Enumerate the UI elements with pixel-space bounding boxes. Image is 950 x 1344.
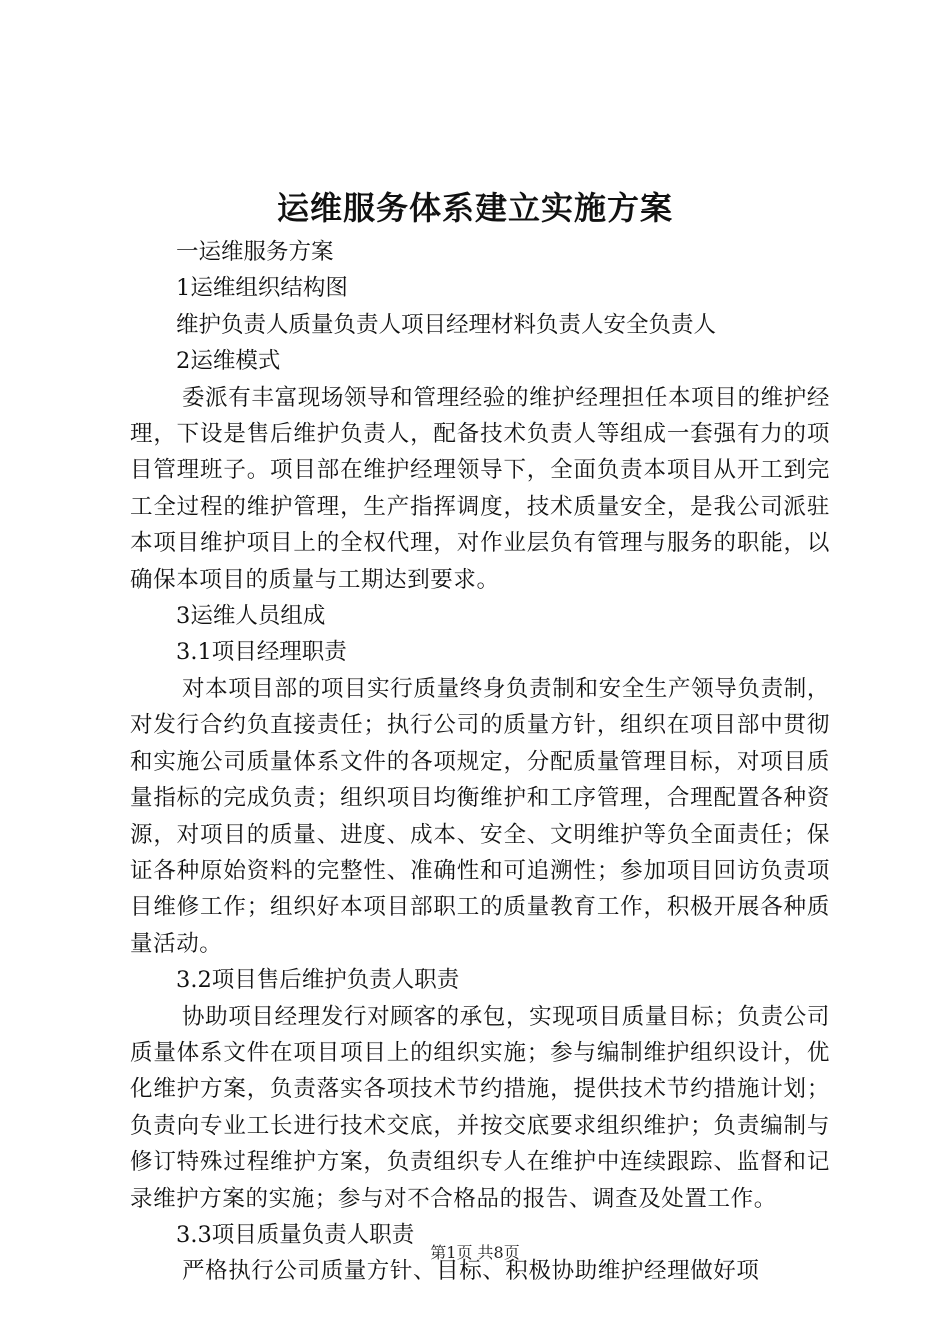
body-paragraph: 委派有丰富现场领导和管理经验的维护经理担任本项目的维护经理，下设是售后维护负责人，配备技术负责人等组成一套强有力的项目管理班子。项目部在维护经理领导下，全面负责本项目从开工到完工全过程的维护管理，生产指挥调度，技术质量安全，是我公司派驻本项目维护项目上的全权代理，对作业层负有管理与服务的职能，以确保本项目的质量与工期达到要求。 <box>130 384 830 593</box>
body-paragraph: 协助项目经理发行对顾客的承包，实现项目质量目标；负责公司质量体系文件在项目项目上的组织实施；参与编制维护组织设计，优化维护方案，负责落实各项技术节约措施，提供技术节约措施计划；负责向专业工长进行技术交底，并按交底要求组织维护；负责编制与修订特殊过程维护方案，负责组织专人在维护中连续跟踪、监督和记录维护方案的实施；参与对不合格品的报告、调查及处置工作。 <box>130 1003 830 1212</box>
section-heading: 一运维服务方案 <box>176 239 334 265</box>
subsection-heading: 3.3项目质量负责人职责 <box>176 1221 415 1248</box>
body-paragraph: 严格执行公司质量方针、目标、积极协助维护经理做好项 <box>182 1258 760 1285</box>
subsection-heading: 3.1项目经理职责 <box>176 639 347 666</box>
document-body <box>130 234 830 1290</box>
section-heading: 1运维组织结构图 <box>176 275 348 302</box>
section-heading: 2运维模式 <box>176 348 281 375</box>
body-paragraph: 对本项目部的项目实行质量终身负责制和安全生产领导负责制，对发行合约负直接责任；执行公司的质量方针，组织在项目部中贯彻和实施公司质量体系文件的各项规定，分配质量管理目标，对项目质量指标的完成负责；组织项目均衡维护和工序管理，合理配置各种资源，对项目的质量、进度、成本、安全、文明维护等负全面责任；保证各种原始资料的完整性、准确性和可追溯性；参加项目回访负责项目维修工作；组织好本项目部职工的质量教育工作，积极开展各种质量活动。 <box>130 675 830 957</box>
document-title: 运维服务体系建立实施方案 <box>276 189 673 227</box>
section-heading: 3运维人员组成 <box>176 603 326 630</box>
page-footer: 第1页 共8页 <box>430 1243 520 1262</box>
org-roles-line: 维护负责人质量负责人项目经理材料负责人安全负责人 <box>176 311 717 338</box>
subsection-heading: 3.2项目售后维护负责人职责 <box>176 967 460 994</box>
